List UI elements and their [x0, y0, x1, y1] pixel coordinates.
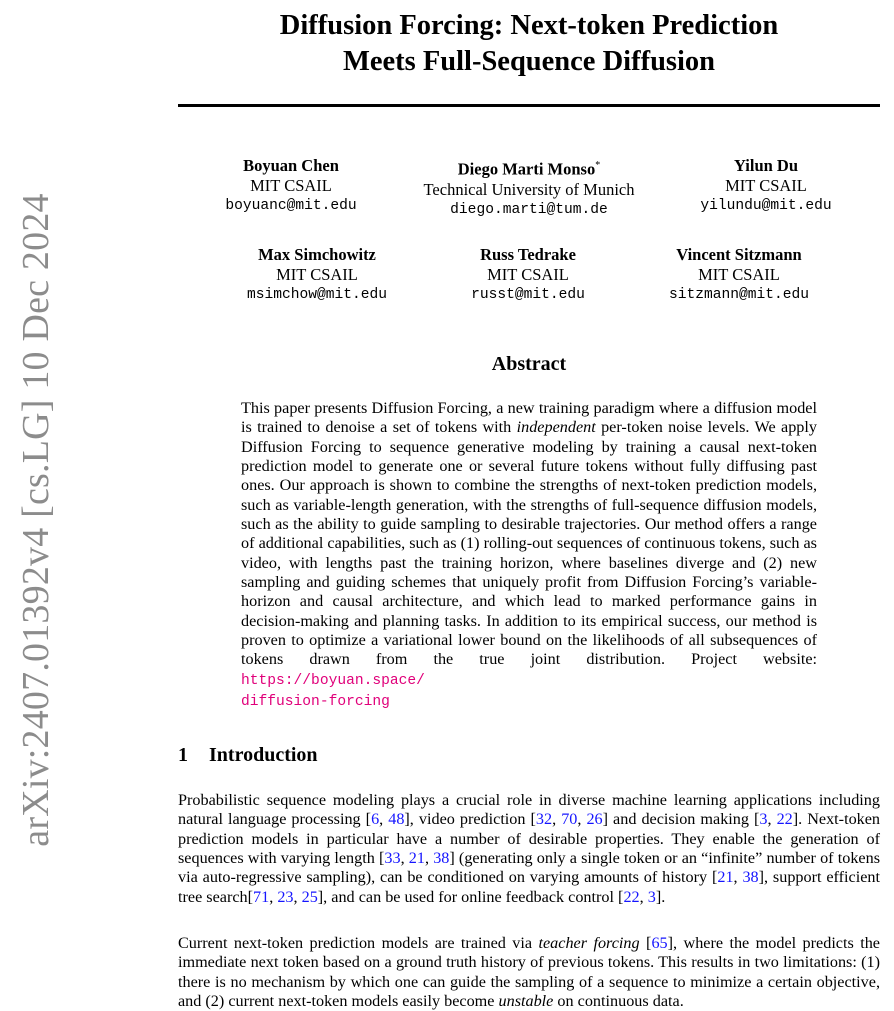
author-affiliation: MIT CSAIL: [276, 265, 358, 284]
paper-title: [178, 8, 880, 80]
paragraph-text: ].: [655, 887, 666, 906]
paragraph-text: ,: [293, 887, 302, 906]
author-affiliation: Technical University of Munich: [423, 179, 635, 199]
citation-link[interactable]: 38: [433, 849, 450, 868]
citation-link[interactable]: 23: [277, 887, 294, 906]
intro-paragraph-2: [178, 934, 880, 1011]
abstract-body: [241, 399, 817, 713]
author-name: Yilun Du: [733, 156, 799, 175]
citation-link[interactable]: 21: [717, 868, 734, 887]
paragraph-text: ] (generating only a single token or an “infinite” number of tokens via auto-regressive sampling), can be conditioned on varying amounts of history [: [178, 849, 880, 887]
paragraph-text: Probabilistic sequence modeling plays a crucial role in diverse machine learning applications including natural language processing [: [178, 791, 880, 829]
paragraph-text: ], support efficient tree search[: [178, 868, 880, 906]
author-block: [609, 245, 869, 305]
citation-link[interactable]: 3: [647, 887, 656, 906]
section-heading: [178, 742, 318, 768]
section-title: Introduction: [209, 744, 318, 766]
author-affiliation: MIT CSAIL: [250, 176, 332, 195]
author-email[interactable]: boyuanc@mit.edu: [225, 198, 357, 214]
author-block: [399, 156, 659, 220]
citation-link[interactable]: 22: [776, 810, 793, 829]
abstract-text: per-token noise levels. We apply Diffusion Forcing to sequence generative modeling by training a causal next-token prediction model to generate one or several future tokens without fully diffusing past ones. Our approach is shown to combine the strengths of next-token prediction models, such as variable-length generation, with the strengths of full-sequence diffusion models, such as the ability to guide sampling to desirable trajectories. Our method offers a range of additional capabilities, such as (1) rolling-out sequences of continuous tokens, such as video, with lengths past the training horizon, where baselines diverge and (2) new sampling and guiding schemes that uniquely profit from Diffusion Forcing’s variable-horizon and causal architecture, and which lead to marked performance gains in decision-making and planning tasks. In addition to its empirical success, our method is proven to optimize a variational lower bound on the likelihoods of all subsequences of tokens drawn from the true joint distribution. Project website:: [241, 418, 817, 669]
citation-link[interactable]: 21: [408, 849, 425, 868]
author-email[interactable]: yilundu@mit.edu: [700, 198, 832, 214]
citation-link[interactable]: 48: [388, 810, 405, 829]
arxiv-identifier: arXiv:2407.01392v4 [cs.LG] 10 Dec 2024: [15, 193, 57, 847]
abstract-heading: Abstract: [491, 353, 567, 375]
paragraph-text: ,: [577, 810, 587, 829]
citation-link[interactable]: 22: [623, 887, 640, 906]
citation-link[interactable]: 71: [253, 887, 270, 906]
author-name: Diego Marti Monso*: [457, 159, 601, 179]
project-website-link[interactable]: https://boyuan.space/ diffusion-forcing: [241, 672, 425, 711]
citation-link[interactable]: 6: [371, 810, 380, 829]
author-name: Boyuan Chen: [243, 156, 339, 175]
paragraph-text: ] and decision making [: [602, 810, 760, 829]
citation-link[interactable]: 3: [759, 810, 768, 829]
paragraph-text: ,: [379, 810, 389, 829]
author-block: [636, 156, 894, 216]
paragraph-text: ], where the model predicts the immediate next token based on a ground truth history of previous tokens. This results in two limitations: (1) there is no mechanism by which one can guide the sampling of a sequence to minimize a certain objective, and (2) current next-token models easily become: [178, 934, 880, 1011]
paragraph-text: ], and can be used for online feedback control [: [317, 887, 624, 906]
intro-paragraph-1: [178, 791, 880, 907]
author-footnote-mark: *: [595, 160, 601, 171]
title-line-2: Meets Full-Sequence Diffusion: [342, 46, 716, 77]
author-block: [161, 156, 421, 216]
emphasis-text: unstable: [498, 992, 554, 1011]
paragraph-text: ,: [733, 868, 743, 887]
paragraph-text: ,: [269, 887, 278, 906]
citation-link[interactable]: 26: [586, 810, 603, 829]
paragraph-text: ,: [767, 810, 777, 829]
author-affiliation: MIT CSAIL: [487, 265, 569, 284]
abstract-text: This paper presents Diffusion Forcing, a new training paradigm where a diffusion model is trained to denoise a set of tokens with: [241, 399, 817, 437]
paragraph-text: ,: [424, 849, 434, 868]
paragraph-text: ,: [639, 887, 648, 906]
section-number: 1: [178, 744, 188, 766]
paragraph-text: ], video prediction [: [404, 810, 536, 829]
paragraph-text: ,: [552, 810, 562, 829]
author-email[interactable]: diego.marti@tum.de: [450, 201, 608, 218]
author-email[interactable]: msimchow@mit.edu: [246, 287, 388, 303]
author-name: Vincent Sitzmann: [676, 245, 802, 264]
paragraph-text: ]. Next-token prediction models in particular have a number of desirable properties. They enable the generation of sequences with varying length [: [178, 810, 881, 868]
paragraph-text: [: [639, 934, 652, 952]
citation-link[interactable]: 32: [535, 810, 553, 829]
citation-link[interactable]: 33: [384, 849, 401, 868]
citation-link[interactable]: 65: [651, 934, 668, 952]
abstract-emphasis: independent: [516, 418, 596, 437]
author-email[interactable]: russt@mit.edu: [471, 287, 585, 303]
emphasis-text: teacher forcing: [538, 934, 640, 952]
author-affiliation: MIT CSAIL: [698, 265, 780, 284]
author-name: Russ Tedrake: [480, 245, 576, 264]
citation-link[interactable]: 25: [301, 887, 318, 906]
citation-link[interactable]: 38: [742, 868, 759, 887]
title-rule: [178, 104, 880, 107]
paragraph-text: on continuous data.: [553, 992, 684, 1011]
paragraph-text: ,: [400, 849, 409, 868]
citation-link[interactable]: 70: [561, 810, 578, 829]
author-affiliation: MIT CSAIL: [725, 176, 807, 195]
author-name: Max Simchowitz: [258, 245, 376, 264]
title-line-1: Diffusion Forcing: Next-token Prediction: [279, 10, 779, 41]
paragraph-text: Current next-token prediction models are trained via: [178, 934, 539, 952]
author-email[interactable]: sitzmann@mit.edu: [668, 287, 810, 303]
